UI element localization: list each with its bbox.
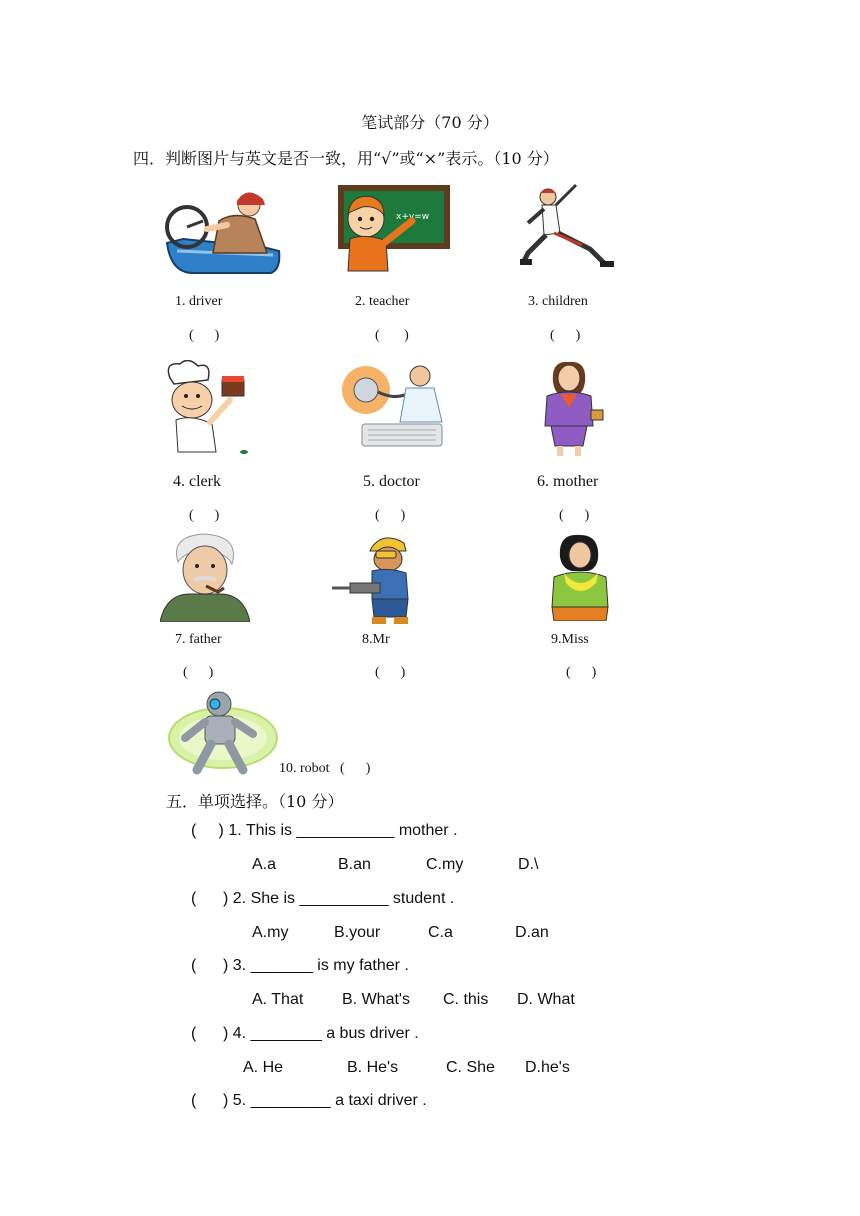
section-4-heading: 四．判断图片与英文是否一致，用“√”或“×”表示。（10 分） <box>133 149 559 168</box>
picture-label-8: 8.Mr <box>362 632 390 647</box>
question-1-option-a[interactable]: A.a <box>252 856 277 873</box>
question-2-option-b[interactable]: B.your <box>334 924 381 941</box>
question-3[interactable]: ( ) 3. _______ is my father . <box>191 957 409 974</box>
question-2-option-c[interactable]: C.a <box>428 924 453 941</box>
picture-label-9: 9.Miss <box>551 632 589 647</box>
picture-label-2: 2. teacher <box>355 294 410 309</box>
chef-cake-icon <box>160 360 250 456</box>
worker-drill-icon <box>332 533 424 625</box>
picture-label-10[interactable]: 10. robot ( ) <box>279 761 371 776</box>
question-1-option-c[interactable]: C.my <box>426 856 464 873</box>
answer-blank-5[interactable]: ( ) <box>375 508 406 523</box>
page-title: 笔试部分（70 分） <box>361 113 499 132</box>
answer-blank-3[interactable]: ( ) <box>550 328 581 343</box>
answer-blank-6[interactable]: ( ) <box>559 508 590 523</box>
question-5[interactable]: ( ) 5. _________ a taxi driver . <box>191 1092 427 1109</box>
question-1-option-d[interactable]: D.\ <box>518 856 539 873</box>
answer-blank-1[interactable]: ( ) <box>189 328 220 343</box>
svg-text:x+y=w: x+y=w <box>396 212 430 222</box>
picture-label-6: 6. mother <box>537 473 599 490</box>
question-1[interactable]: ( ) 1. This is ___________ mother . <box>191 822 458 839</box>
answer-blank-7[interactable]: ( ) <box>183 665 214 680</box>
picture-label-3: 3. children <box>528 294 588 309</box>
question-3-option-a[interactable]: A. That <box>252 991 304 1008</box>
young-woman-icon <box>540 533 620 621</box>
question-4-option-d[interactable]: D.he's <box>525 1059 570 1076</box>
question-3-option-d[interactable]: D. What <box>517 991 575 1008</box>
answer-blank-8[interactable]: ( ) <box>375 665 406 680</box>
answer-blank-9[interactable]: ( ) <box>566 665 597 680</box>
picture-label-7: 7. father <box>175 632 222 647</box>
question-2-option-d[interactable]: D.an <box>515 924 549 941</box>
old-man-pipe-icon <box>160 532 250 622</box>
question-4-option-a[interactable]: A. He <box>243 1059 284 1076</box>
question-4-option-c[interactable]: C. She <box>446 1059 495 1076</box>
question-1-option-b[interactable]: B.an <box>338 856 371 873</box>
picture-label-5: 5. doctor <box>363 473 420 490</box>
driver-car-icon <box>163 181 283 277</box>
question-3-option-b[interactable]: B. What's <box>342 991 410 1008</box>
doctor-stethoscope-icon <box>338 362 458 456</box>
teacher-blackboard-icon <box>332 183 452 273</box>
question-4-option-b[interactable]: B. He's <box>347 1059 399 1076</box>
question-4[interactable]: ( ) 4. ________ a bus driver . <box>191 1025 419 1042</box>
woman-purple-suit-icon <box>533 360 605 458</box>
question-2-option-a[interactable]: A.my <box>252 924 289 941</box>
robot-icon <box>167 690 279 778</box>
baseball-player-icon <box>520 183 620 275</box>
answer-blank-4[interactable]: ( ) <box>189 508 220 523</box>
question-3-option-c[interactable]: C. this <box>443 991 489 1008</box>
section-5-heading: 五．单项选择。（10 分） <box>166 792 344 811</box>
picture-label-1: 1. driver <box>175 294 223 309</box>
question-2[interactable]: ( ) 2. She is __________ student . <box>191 890 455 907</box>
answer-blank-2[interactable]: ( ) <box>375 328 409 343</box>
picture-label-4: 4. clerk <box>173 473 221 490</box>
